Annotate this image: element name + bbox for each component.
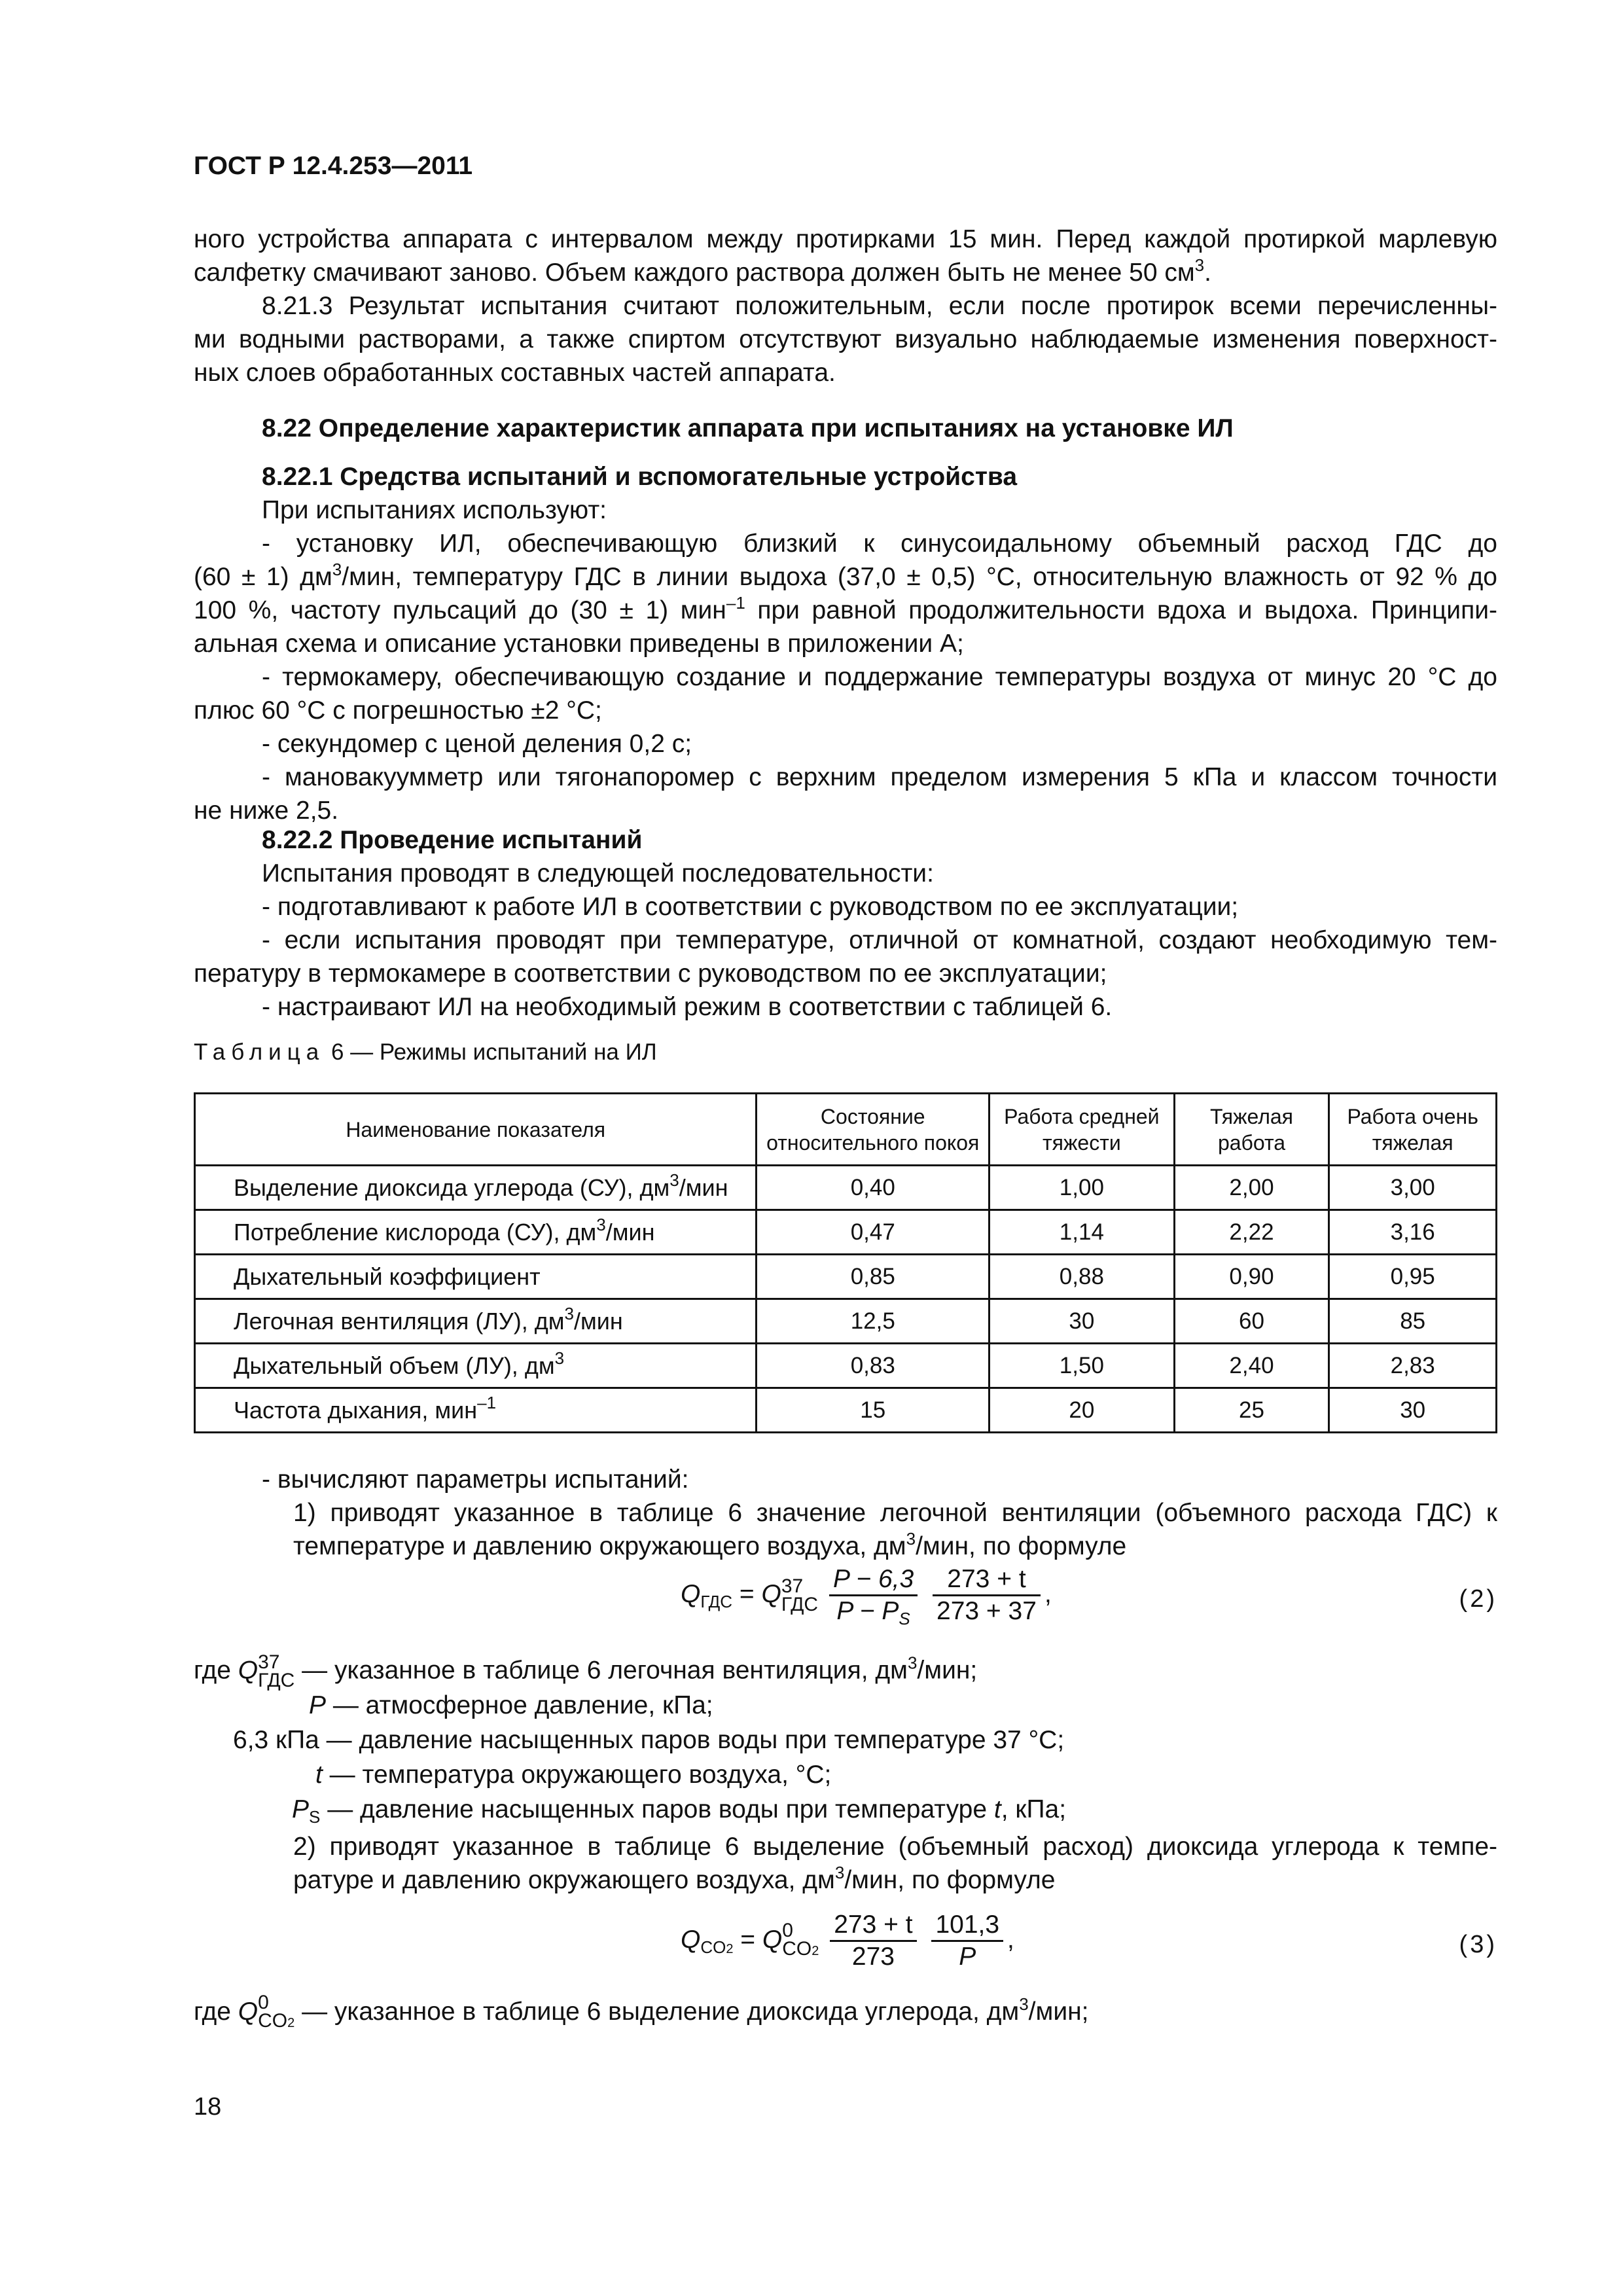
table-cell: 1,50: [990, 1344, 1175, 1388]
list-item-line: 2) приводят указанное в таблице 6 выделение (объемный расход) диоксида углерода к темпе-: [293, 1833, 1497, 1861]
table-cell: 30: [990, 1299, 1175, 1344]
row-label: Дыхательный объем (ЛУ), $дм^3$: [195, 1344, 757, 1388]
list-item-line: 1) приводят указанное в таблице 6 значение легочной вентиляции (объемного расхода ГДС) к: [293, 1499, 1497, 1527]
table-cell: 0,90: [1174, 1255, 1329, 1299]
paragraph-line: Испытания проводят в следующей последовательности:: [262, 859, 934, 888]
table-cell: 2,00: [1174, 1166, 1329, 1210]
table-cell: 0,95: [1329, 1255, 1497, 1299]
list-item-line: - секундомер с ценой деления 0,2 с;: [262, 730, 692, 758]
column-header: Работа средней тяжести: [990, 1094, 1175, 1166]
paragraph-line: ми водными растворами, а также спиртом отсутствуют визуально наблюдаемые изменения поверхност-: [194, 325, 1497, 353]
table-6: [194, 1092, 1497, 1433]
row-label: Потребление кислорода (СУ), $дм^3$/мин: [195, 1210, 757, 1255]
row-label: Дыхательный коэффициент: [195, 1255, 757, 1299]
table-cell: 0,47: [757, 1210, 990, 1255]
table-cell: 0,88: [990, 1255, 1175, 1299]
definition-line: где Q 37 ГДС — указанное в таблице 6 легочная вентиляция, $дм^3$/мин;: [194, 1651, 978, 1691]
list-item-line: пературу в термокамере в соответствии с руководством по ее эксплуатации;: [194, 960, 1107, 988]
table-cell: 1,00: [990, 1166, 1175, 1210]
list-item-line: ратуре и давлению окружающего воздуха, $дм^3$/мин, по формуле: [293, 1863, 1056, 1894]
table-row: [195, 1166, 1497, 1210]
list-item-line: (60 ± 1) $дм^3$/мин, температуру ГДС в линии выдоха (37,0 ± 0,5) °С, относительную влажность от 92 % до: [194, 560, 1497, 591]
list-item-line: плюс 60 °С с погрешностью ±2 °С;: [194, 696, 602, 725]
list-item-line: - подготавливают к работе ИЛ в соответствии с руководством по ее эксплуатации;: [262, 893, 1239, 921]
paragraph-line: салфетку смачивают заново. Объем каждого раствора должен быть не менее 50 $см^3$.: [194, 255, 1211, 287]
column-header: Работа очень тяжелая: [1329, 1094, 1497, 1166]
row-label: Выделение диоксида углерода (СУ), $дм^3$/мин: [195, 1166, 757, 1210]
document-header: ГОСТ Р 12.4.253—2011: [194, 152, 473, 180]
table-row: [195, 1388, 1497, 1433]
table-cell: 0,40: [757, 1166, 990, 1210]
paragraph-line: ного устройства аппарата с интервалом между протирками 15 мин. Перед каждой протиркой марлевую: [194, 225, 1497, 253]
paragraph-line: При испытаниях используют:: [262, 496, 607, 524]
column-header: Состояние относительного покоя: [757, 1094, 990, 1166]
table-cell: 1,14: [990, 1210, 1175, 1255]
list-item-line: - вычисляют параметры испытаний:: [262, 1465, 689, 1494]
list-item-line: 100 %, частоту пульсаций до (30 ± 1) мин$^{-1}$ при равной продолжительности вдоха и выдоха. Принципи-: [194, 593, 1497, 624]
formula-2: $Q_{ГДС} = Q$ 37 ГДС $\frac{P - 6,3}{P - P_S}$ $\frac{273 + t}{273 + 37}$ ,: [681, 1565, 1052, 1628]
fraction: $\frac{273 + t}{273}$: [830, 1910, 916, 1972]
page-number: 18: [194, 2093, 222, 2121]
column-header: Тяжелая работа: [1174, 1094, 1329, 1166]
list-item-line: альная схема и описание установки приведены в приложении А;: [194, 630, 964, 658]
table-row: [195, 1255, 1497, 1299]
table-row: [195, 1344, 1497, 1388]
table-cell: 3,16: [1329, 1210, 1497, 1255]
table-header-row: [195, 1094, 1497, 1166]
section-heading: 8.22 Определение характеристик аппарата при испытаниях на установке ИЛ: [262, 414, 1234, 442]
list-item-line: - мановакуумметр или тягонапоромер с верхним пределом измерения 5 кПа и классом точности: [262, 763, 1497, 791]
table-cell: 60: [1174, 1299, 1329, 1344]
table-cell: 2,83: [1329, 1344, 1497, 1388]
table-row: [195, 1299, 1497, 1344]
list-item-line: - термокамеру, обеспечивающую создание и поддержание температуры воздуха от минус 20 °С до: [262, 663, 1497, 691]
column-header: Наименование показателя: [195, 1094, 757, 1166]
table-cell: 2,40: [1174, 1344, 1329, 1388]
formula-3: $Q_{CO2} = Q$ 0 CO2 $\frac{273 + t}{273}$ $\frac{101,3}{P}$ ,: [681, 1910, 1014, 1971]
table-cell: 30: [1329, 1388, 1497, 1433]
table-cell: 0,83: [757, 1344, 990, 1388]
list-item-line: не ниже 2,5.: [194, 797, 339, 825]
table-cell: 12,5: [757, 1299, 990, 1344]
paragraph-line: ных слоев обработанных составных частей аппарата.: [194, 359, 836, 387]
table-cell: 0,85: [757, 1255, 990, 1299]
definition-line: 6,3 кПа — давление насыщенных паров воды при температуре 37 °С;: [233, 1726, 1065, 1754]
table-cell: 3,00: [1329, 1166, 1497, 1210]
table-caption: Таблица 6 — Режимы испытаний на ИЛ: [194, 1039, 657, 1065]
definition-line: где Q 0 CO2 — указанное в таблице 6 выделение диоксида углерода, $дм^3$/мин;: [194, 1992, 1089, 2032]
list-item-line: температуре и давлению окружающего воздуха, $дм^3$/мин, по формуле: [293, 1529, 1127, 1560]
table-cell: 15: [757, 1388, 990, 1433]
row-label: Легочная вентиляция (ЛУ), $дм^3$/мин: [195, 1299, 757, 1344]
list-item-line: - настраивают ИЛ на необходимый режим в соответствии с таблицей 6.: [262, 993, 1113, 1021]
table-cell: 20: [990, 1388, 1175, 1433]
definition-line: $P_S$ — давление насыщенных паров воды при температуре t, кПа;: [292, 1795, 1067, 1827]
paragraph-line: 8.21.3 Результат испытания считают положительным, если после протирок всеми перечисленны-: [262, 292, 1497, 320]
table-cell: 25: [1174, 1388, 1329, 1433]
table-row: [195, 1210, 1497, 1255]
list-item-line: - если испытания проводят при температуре, отличной от комнатной, создают необходимую тем-: [262, 926, 1497, 954]
table-cell: 85: [1329, 1299, 1497, 1344]
subsection-heading: 8.22.1 Средства испытаний и вспомогательные устройства: [262, 463, 1018, 491]
row-label: Частота дыхания, мин$^{-1}$: [195, 1388, 757, 1433]
definition-line: P — атмосферное давление, кПа;: [309, 1691, 713, 1719]
subsection-heading: 8.22.2 Проведение испытаний: [262, 826, 643, 854]
equation-number: (3): [1459, 1931, 1497, 1958]
table-cell: 2,22: [1174, 1210, 1329, 1255]
fraction: $\frac{273 + t}{273 + 37}$: [933, 1564, 1041, 1626]
list-item-line: - установку ИЛ, обеспечивающую близкий к синусоидальному объемный расход ГДС до: [262, 529, 1497, 558]
definition-line: t — температура окружающего воздуха, °С;: [315, 1761, 832, 1789]
fraction: $\frac{101,3}{P}$: [931, 1910, 1003, 1972]
equation-number: (2): [1459, 1585, 1497, 1613]
fraction: $\frac{P - 6,3}{P - P_S}$: [829, 1564, 918, 1626]
